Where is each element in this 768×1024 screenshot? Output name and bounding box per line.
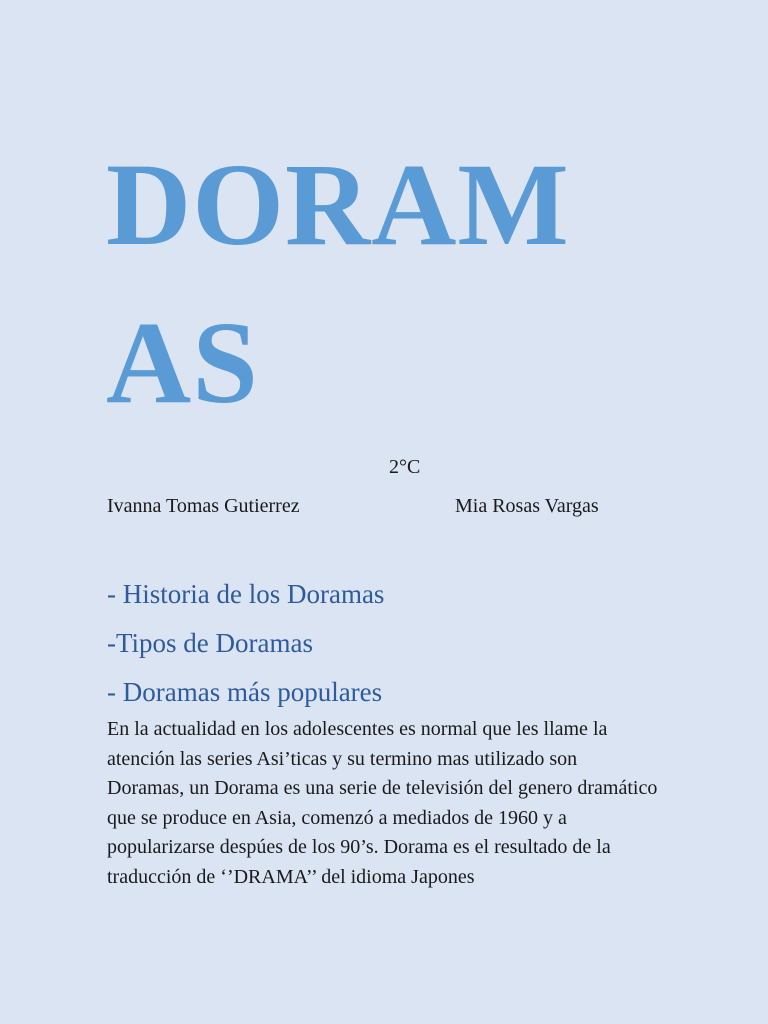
author-name: Ivanna Tomas Gutierrez <box>107 495 300 517</box>
title-line-1: DORAM <box>106 139 570 270</box>
body-paragraph: En la actualidad en los adolescentes es normal que les llame la atención las series Asi’ticas y su termino mas utilizado son Doramas, un Dorama es una serie de televisión del genero dramático que se produce en Asia, comenzó a mediados de 1960 y a popularizarse despúes de los 90’s. Dorama es el resultado de la traducción de ‘’DRAMA’’ del idioma Japones <box>107 718 658 888</box>
author-name: Mia Rosas Vargas <box>455 495 599 517</box>
topic-item: - Historia de los Doramas <box>107 579 385 609</box>
topic-item: - Doramas más populares <box>107 677 383 707</box>
topic-item: -Tipos de Doramas <box>107 628 313 658</box>
title-line-2: AS <box>106 297 259 428</box>
document-title <box>106 126 706 442</box>
topics-list <box>107 570 384 717</box>
grade-label: 2°C <box>389 456 421 478</box>
